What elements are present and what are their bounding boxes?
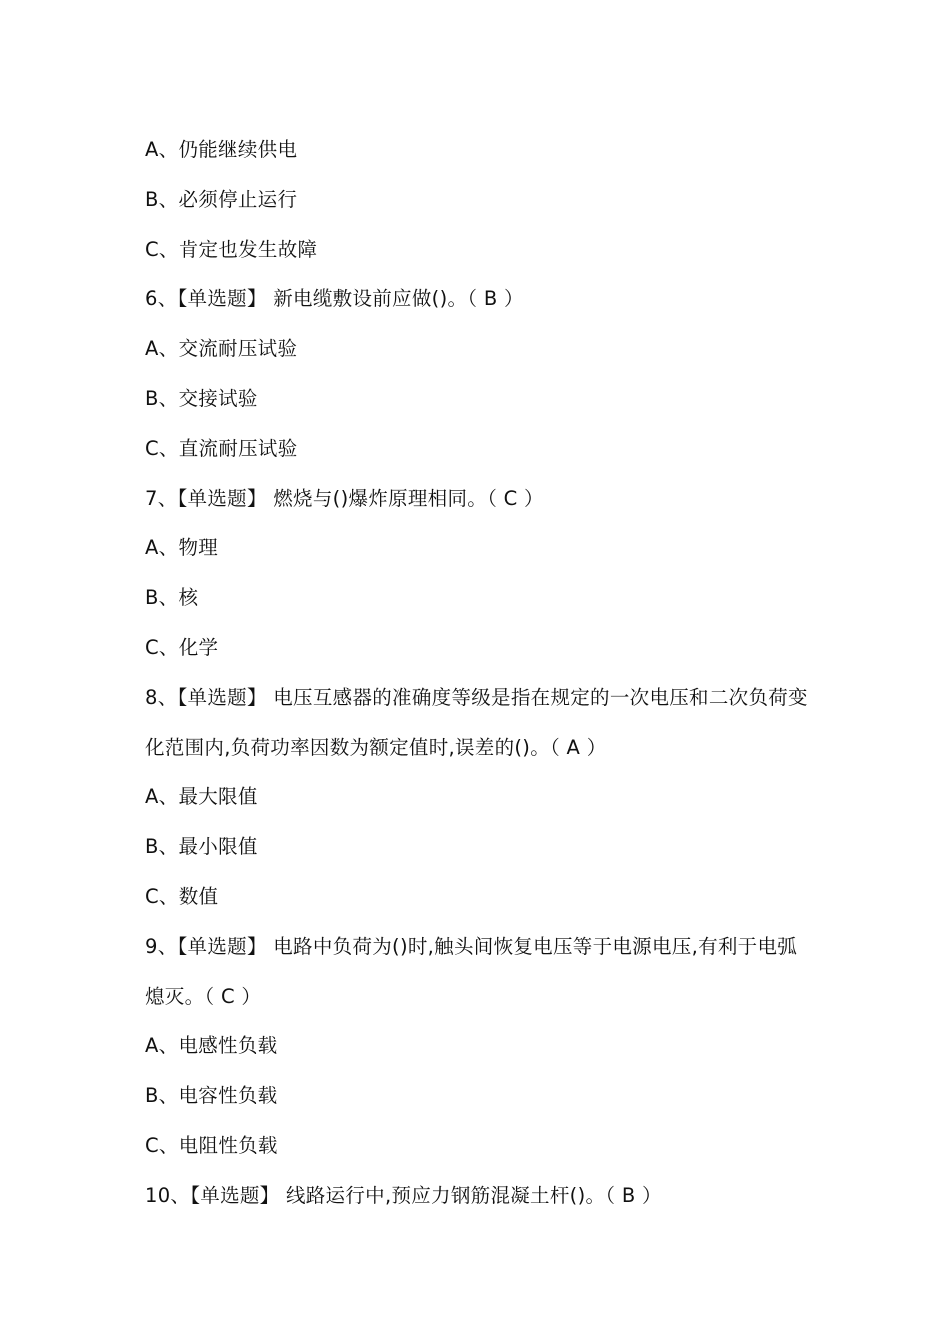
question-9: 9、【单选题】 电路中负荷为()时,触头间恢复电压等于电源电压,有利于电弧熄灭。（ C ） <box>145 934 798 1008</box>
question-8-option-a: A、最大限值 <box>145 785 258 809</box>
option-c: C、肯定也发生故障 <box>145 237 318 261</box>
question-9-option-a: A、电感性负载 <box>145 1034 278 1058</box>
question-10: 10、【单选题】 线路运行中,预应力钢筋混凝土杆()。（ B ） <box>145 1183 662 1207</box>
question-8: 8、【单选题】 电压互感器的准确度等级是指在规定的一次电压和二次负荷变化范围内,负荷功率因数为额定值时,误差的()。（ A ） <box>145 685 808 759</box>
question-7-option-a: A、物理 <box>145 536 219 560</box>
question-6-option-a: A、交流耐压试验 <box>145 337 298 361</box>
option-a: A、仍能继续供电 <box>145 138 298 161</box>
question-8-option-b: B、最小限值 <box>145 835 258 859</box>
question-7: 7、【单选题】 燃烧与()爆炸原理相同。（ C ） <box>145 486 544 510</box>
question-8-option-c: C、数值 <box>145 884 219 908</box>
question-6-option-b: B、交接试验 <box>145 386 258 410</box>
question-9-option-c: C、电阻性负载 <box>145 1133 278 1157</box>
option-b: B、必须停止运行 <box>145 187 298 211</box>
question-6: 6、【单选题】 新电缆敷设前应做()。（ B ） <box>145 287 524 311</box>
question-7-option-c: C、化学 <box>145 635 219 659</box>
question-7-option-b: B、核 <box>145 586 199 610</box>
question-9-option-b: B、电容性负载 <box>145 1084 278 1108</box>
question-6-option-c: C、直流耐压试验 <box>145 436 298 460</box>
question-list <box>145 125 815 1221</box>
